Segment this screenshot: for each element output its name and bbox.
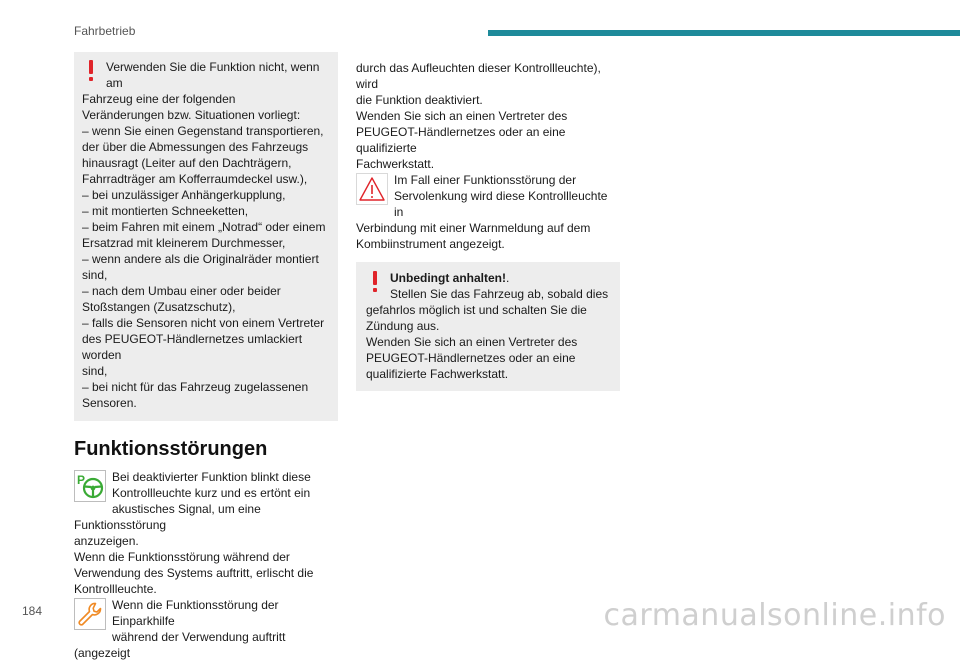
text-line: Wenn die Funktionsstörung während der <box>74 550 290 564</box>
paragraph-malfunction <box>74 469 338 597</box>
text-line: Bei deaktivierter Funktion blinkt diese <box>112 470 311 484</box>
note-line: qualifizierte Fachwerkstatt. <box>366 367 509 381</box>
note-lead <box>366 270 610 286</box>
note-line: Stoßstangen (Zusatzschutz), <box>82 300 236 314</box>
note-line: sind, <box>82 268 108 282</box>
note-line: – bei nicht für das Fahrzeug zugelassenen <box>82 380 309 394</box>
note-line: der über die Abmessungen des Fahrzeugs <box>82 140 309 154</box>
paragraph-power-steering <box>356 172 620 252</box>
note-line: – mit montierten Schneeketten, <box>82 204 249 218</box>
wrench-icon <box>74 598 106 630</box>
paragraph-wrench <box>74 597 338 661</box>
note-line: – wenn Sie einen Gegenstand transportieren, <box>82 124 324 138</box>
text-line: Fachwerkstatt. <box>356 157 435 171</box>
note-line: gefahrlos möglich ist und schalten Sie die <box>366 303 587 317</box>
text-line: PEUGEOT-Händlernetzes oder an eine qualifizierte <box>356 125 566 155</box>
note-line: Wenden Sie sich an einen Vertreter des <box>366 335 578 349</box>
text-line: Kontrollleuchte kurz und es ertönt ein <box>112 486 311 500</box>
note-lead-bold: Unbedingt anhalten! <box>390 271 506 285</box>
watermark: carmanualsonline.info <box>603 598 946 633</box>
note-lead-suffix: . <box>506 271 510 285</box>
note-line: – bei unzulässiger Anhängerkupplung, <box>82 188 286 202</box>
section-title: Funktionsstörungen <box>74 438 268 460</box>
note-line: – beim Fahren mit einem „Notrad“ oder einem <box>82 220 326 234</box>
text-line: akustisches Signal, um eine Funktionsstörung <box>74 502 261 532</box>
left-column <box>74 52 338 661</box>
warning-note-box <box>74 52 338 421</box>
park-assist-steering-icon <box>74 470 106 502</box>
text-line: während der Verwendung auftritt (angezeigt <box>74 630 286 660</box>
text-line: Wenden Sie sich an einen Vertreter des <box>356 109 568 123</box>
svg-text:P: P <box>77 473 86 487</box>
text-line: Servolenkung wird diese Kontrollleuchte in <box>394 189 608 219</box>
text-line: Kontrollleuchte. <box>74 582 157 596</box>
text-line: durch das Aufleuchten dieser Kontrollleuchte), wird <box>356 61 601 91</box>
text-line: Verwendung des Systems auftritt, erlischt die <box>74 566 314 580</box>
note-line: sind, <box>82 364 108 378</box>
note-line: Veränderungen bzw. Situationen vorliegt: <box>82 108 301 122</box>
text-line: Im Fall einer Funktionsstörung der <box>394 173 577 187</box>
page-number: 184 <box>22 604 43 618</box>
text-line: Wenn die Funktionsstörung der Einparkhilfe <box>112 598 279 628</box>
right-column <box>356 60 620 391</box>
text-line: Verbindung mit einer Warnmeldung auf dem <box>356 221 591 235</box>
note-line: hinausragt (Leiter auf den Dachträgern, <box>82 156 292 170</box>
note-line: Verwenden Sie die Funktion nicht, wenn am <box>106 60 320 90</box>
note-line: – falls die Sensoren nicht von einem Vertreter <box>82 316 325 330</box>
warning-triangle-icon <box>356 173 388 205</box>
exclamation-icon <box>88 60 94 82</box>
note-line: Fahrradträger am Kofferraumdeckel usw.), <box>82 172 308 186</box>
note-line: – wenn andere als die Originalräder montiert <box>82 252 319 266</box>
paragraph-continued <box>356 60 620 172</box>
note-line: PEUGEOT-Händlernetzes oder an eine <box>366 351 576 365</box>
note-line: Zündung aus. <box>366 319 440 333</box>
text-line: die Funktion deaktiviert. <box>356 93 483 107</box>
note-line: des PEUGEOT-Händlernetzes umlackiert worden <box>82 332 303 362</box>
exclamation-icon <box>372 271 378 293</box>
page-header-section: Fahrbetrieb <box>74 24 136 38</box>
note-line: – nach dem Umbau einer oder beider <box>82 284 281 298</box>
header-accent-bar <box>488 30 960 36</box>
text-line: Kombiinstrument angezeigt. <box>356 237 505 251</box>
text-line: anzuzeigen. <box>74 534 139 548</box>
note-line: Fahrzeug eine der folgenden <box>82 92 236 106</box>
note-line: Sensoren. <box>82 396 137 410</box>
note-line: Ersatzrad mit kleinerem Durchmesser, <box>82 236 286 250</box>
note-line: Stellen Sie das Fahrzeug ab, sobald dies <box>390 287 609 301</box>
stop-warning-box <box>356 262 620 391</box>
